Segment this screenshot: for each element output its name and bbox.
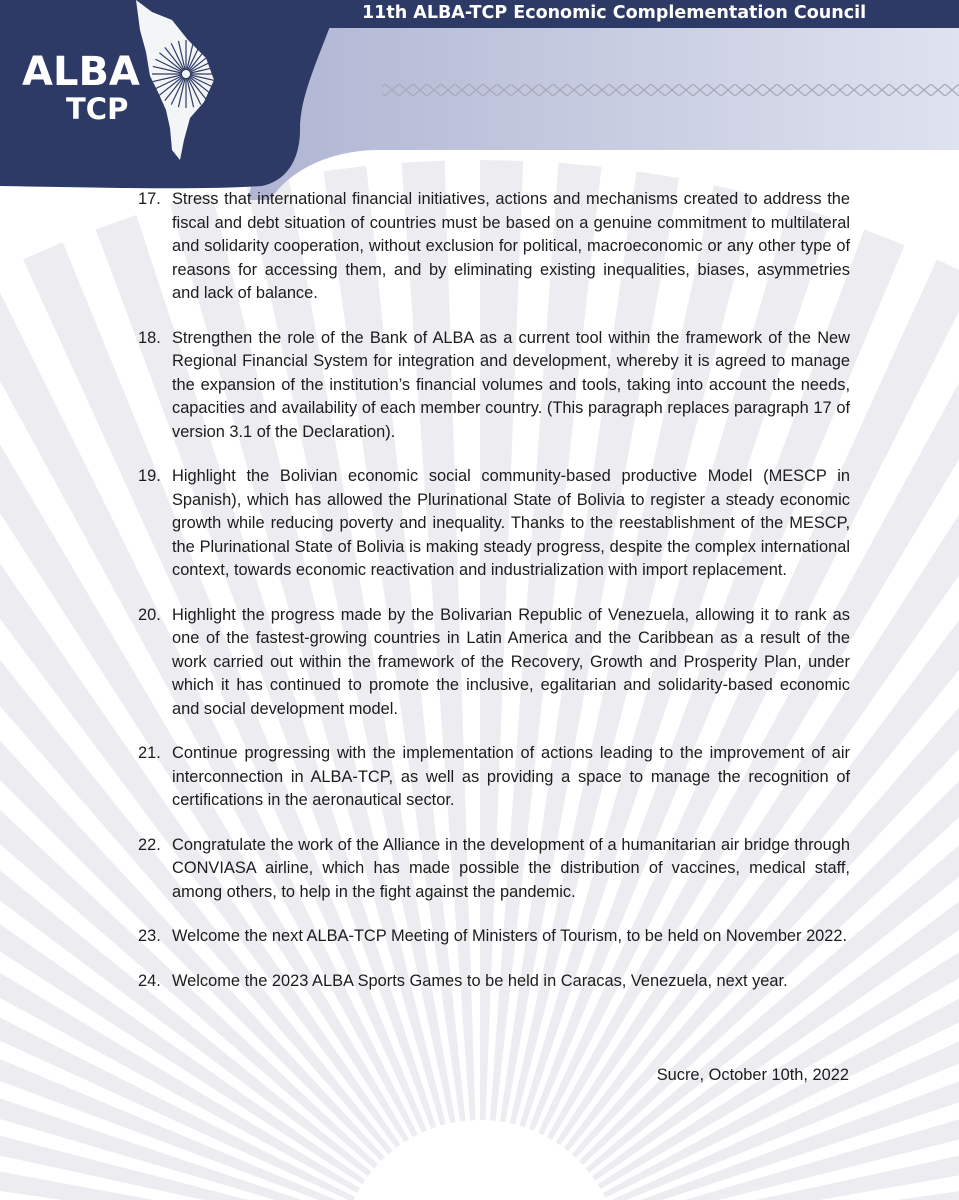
- header-banner: [0, 0, 959, 200]
- paragraph-item-21: [138, 742, 850, 813]
- paragraph-item-18: [138, 327, 850, 445]
- paragraph-item-23: [138, 925, 850, 949]
- paragraph-text: Stress that international financial initiatives, actions and mechanisms created to address the fiscal and debt situation of countries must be based on a genuine commitment to multilateral and solidarity cooperation, without exclusion for political, macroeconomic or any other type of reasons for accessing them, and by eliminating existing inequalities, biases, asymmetries and lack of balance.: [172, 190, 850, 302]
- signature-place-date: Sucre, October 10th, 2022: [656, 1066, 849, 1084]
- paragraph-item-22: [138, 834, 850, 905]
- paragraph-text: Highlight the progress made by the Bolivarian Republic of Venezuela, allowing it to rank as one of the fastest-growing countries in Latin America and the Caribbean as a result of the work carried out within the framework of the Recovery, Growth and Prosperity Plan, under which it has continued to promote the inclusive, egalitarian and solidarity-based economic and social development model.: [172, 605, 850, 718]
- paragraph-number: 17.: [138, 190, 161, 208]
- paragraph-text: Continue progressing with the implementation of actions leading to the improvement of air interconnection in ALBA-TCP, as well as providing a space to manage the recognition of certifications in the aeronautical sector.: [172, 744, 850, 809]
- paragraph-text: Welcome the next ALBA-TCP Meeting of Ministers of Tourism, to be held on November 2022.: [172, 927, 848, 945]
- declaration-body: [138, 188, 850, 1014]
- paragraph-item-24: [138, 970, 850, 994]
- header-title: 11th ALBA-TCP Economic Complementation Council: [362, 3, 867, 23]
- paragraph-text: Congratulate the work of the Alliance in the development of a humanitarian air bridge through CONVIASA airline, which has made possible the distribution of vaccines, medical staff, among others, to help in the fight against the pandemic.: [172, 835, 850, 901]
- paragraph-item-19: [138, 465, 850, 583]
- paragraph-number: 18.: [138, 328, 161, 347]
- paragraph-number: 24.: [138, 971, 161, 990]
- header-braid-line: [382, 84, 959, 96]
- paragraph-item-17: [138, 188, 850, 306]
- paragraph-number: 22.: [138, 835, 161, 854]
- paragraph-number: 19.: [138, 467, 161, 485]
- header-swoosh-band: [230, 28, 959, 200]
- paragraph-text: Strengthen the role of the Bank of ALBA as a current tool within the framework of the New Regional Financial System for integration and development, whereby it is agreed to manage the expansion of the institution’s financial volumes and tools, taking into account the needs, capacities and availability of each member country. (This paragraph replaces paragraph 17 of version 3.1 of the Declaration).: [172, 328, 850, 441]
- paragraph-text: Welcome the 2023 ALBA Sports Games to be held in Caracas, Venezuela, next year.: [172, 971, 788, 990]
- paragraph-item-20: [138, 604, 850, 722]
- tcp-logo-word: TCP: [66, 92, 129, 126]
- paragraph-text: Highlight the Bolivian economic social community-based productive Model (MESCP in Spanish), which has allowed the Plurinational State of Bolivia to register a steady economic growth while reducing poverty and inequality. Thanks to the reestablishment of the MESCP, the Plurinational State of Bolivia is making steady progress, despite the complex international context, towards economic reactivation and industrialization with import replacement.: [172, 467, 850, 579]
- alba-logo-word: ALBA: [22, 49, 140, 95]
- paragraph-number: 23.: [138, 927, 161, 945]
- paragraph-number: 21.: [138, 744, 161, 762]
- paragraph-number: 20.: [138, 605, 161, 624]
